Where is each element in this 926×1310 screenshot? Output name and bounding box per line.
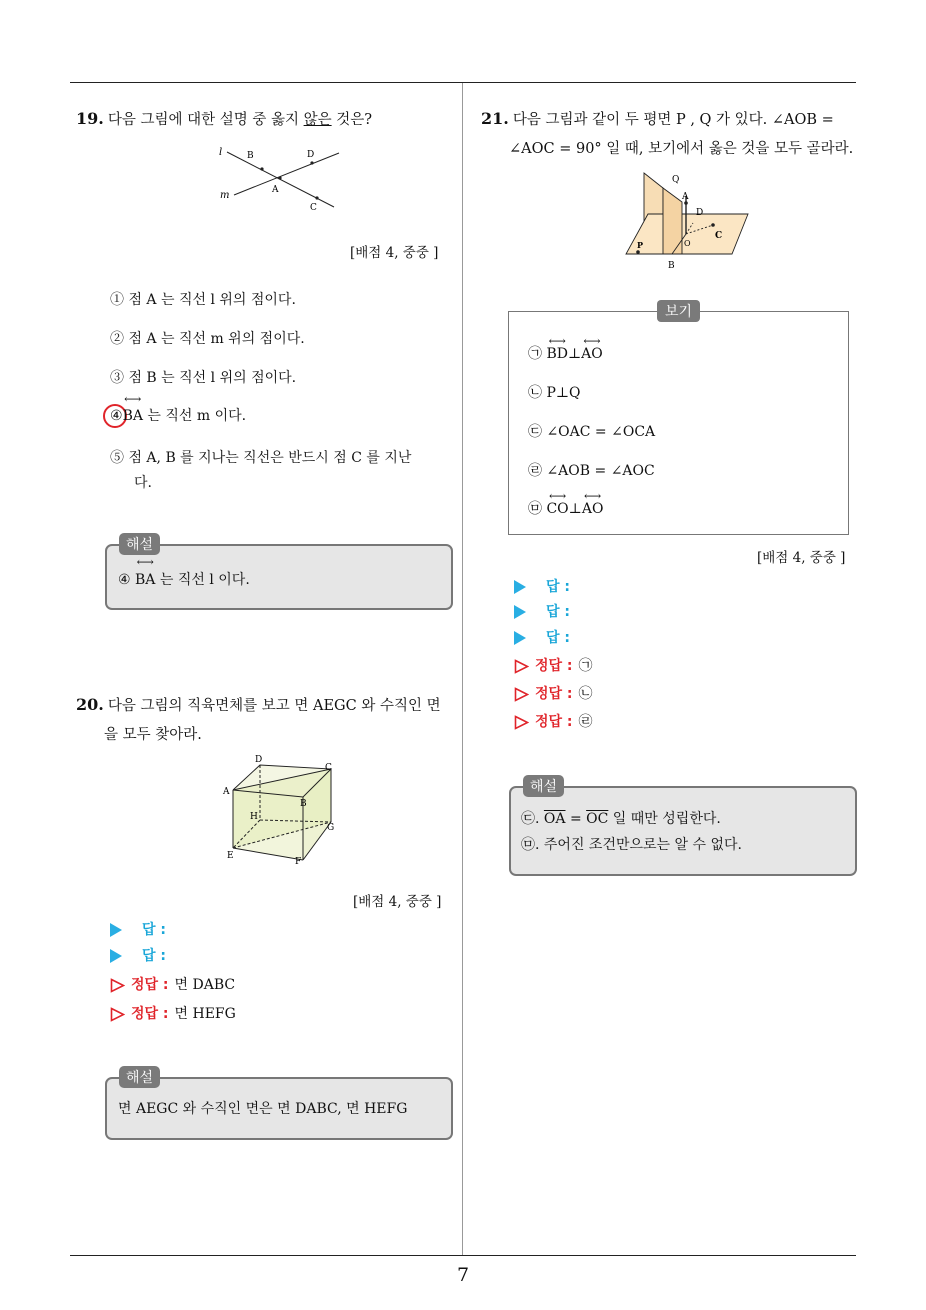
q21-score: [배점 4, 중중 ] xyxy=(757,550,846,566)
perp-symbol: ⊥ xyxy=(567,346,582,362)
label-a: A xyxy=(272,185,279,195)
q20-number: 20. xyxy=(76,695,104,714)
q21-number: 21. xyxy=(481,109,509,128)
option-number: ⑤ xyxy=(110,450,124,466)
q20-explanation-tag: 해설 xyxy=(119,1066,160,1088)
line-bd: ⟷ BD xyxy=(546,346,568,362)
q19-option-5 xyxy=(110,446,445,496)
bogi-item-4 xyxy=(528,460,655,480)
line-ao: ⟷ AO xyxy=(582,501,604,517)
label-q: Q xyxy=(672,175,680,185)
bogi-text: P⊥Q xyxy=(546,385,581,401)
expl-text: 는 직선 l 이다. xyxy=(155,572,250,588)
option-number: ② xyxy=(110,331,124,347)
q20-answer-blank-2 xyxy=(110,945,166,965)
option-number: ① xyxy=(110,292,124,308)
option-text: 는 직선 m 이다. xyxy=(142,408,247,424)
q20-correct-answer-1 xyxy=(110,974,235,994)
q19-question xyxy=(76,104,372,135)
option-text: 점 A, B 를 지나는 직선은 반드시 점 C 를 지난 xyxy=(128,450,412,466)
q19-option-3 xyxy=(110,366,296,391)
q19-text-after: 것은? xyxy=(331,112,373,128)
point-p xyxy=(636,250,640,254)
label-b: B xyxy=(247,151,254,161)
correct-label: 정답 : xyxy=(535,658,573,674)
correct-marker-icon xyxy=(514,715,529,730)
label-m: m xyxy=(220,190,230,201)
label-c: C xyxy=(325,763,332,773)
bogi-text: ∠AOB = ∠AOC xyxy=(546,463,655,479)
bogi-item-3 xyxy=(528,421,655,441)
q20-text-line1: 다음 그림의 직육면체를 보고 면 AEGC 와 수직인 면 xyxy=(107,698,441,714)
option-number: ③ xyxy=(110,370,124,386)
correct-label: 정답 : xyxy=(535,714,573,730)
answer-marker-icon xyxy=(514,605,526,619)
option-text: 점 A 는 직선 m 위의 점이다. xyxy=(128,331,305,347)
column-divider xyxy=(462,83,463,1255)
segment-oa: $\overline{OA}$ xyxy=(543,811,566,827)
q21-explanation-tag: 해설 xyxy=(523,775,564,797)
label-d: D xyxy=(255,755,263,765)
correct-value: ㉠ xyxy=(578,658,593,674)
q19-option-1 xyxy=(110,288,296,313)
q19-explanation xyxy=(118,567,250,593)
label-e: E xyxy=(227,851,234,861)
q21-correct-answer-2 xyxy=(514,683,593,703)
point-b xyxy=(260,167,263,170)
correct-value: ㉣ xyxy=(578,714,593,730)
answer-marker-icon xyxy=(110,923,122,937)
answer-marker-icon xyxy=(514,580,526,594)
correct-label: 정답 : xyxy=(535,686,573,702)
answer-marker-icon xyxy=(514,631,526,645)
q21-question xyxy=(481,104,866,164)
segment-oc: $\overline{OC}$ xyxy=(586,811,609,827)
correct-marker-icon xyxy=(110,978,125,993)
bottom-rule xyxy=(70,1255,856,1256)
answer-label: 답 : xyxy=(546,630,570,646)
q21-planes-figure xyxy=(618,168,778,273)
answer-label: 답 : xyxy=(142,948,166,964)
q19-option-2 xyxy=(110,327,305,352)
point-d xyxy=(310,161,313,164)
q21-correct-answer-1 xyxy=(514,655,593,675)
expl-number: ④ xyxy=(118,572,131,588)
q19-text-underlined: 않은 xyxy=(303,112,332,128)
bogi-number: ㉠ xyxy=(528,346,542,362)
answer-label: 답 : xyxy=(546,579,570,595)
bogi-number: ㉢ xyxy=(528,424,542,440)
correct-marker-icon xyxy=(514,659,529,674)
q20-score: [배점 4, 중중 ] xyxy=(353,894,442,910)
q21-correct-answer-3 xyxy=(514,711,593,731)
q19-text-before: 다음 그림에 대한 설명 중 옳지 xyxy=(107,112,304,128)
label-p: P xyxy=(637,240,644,250)
correct-label: 정답 : xyxy=(131,1006,169,1022)
option-text: 점 A 는 직선 l 위의 점이다. xyxy=(128,292,296,308)
label-c: C xyxy=(715,231,723,241)
q21-answer-blank-3 xyxy=(514,627,570,647)
page-number: 7 xyxy=(456,1264,470,1286)
q21-text-line1: 다음 그림과 같이 두 평면 P , Q 가 있다. ∠AOB = xyxy=(512,112,834,128)
label-f: F xyxy=(295,857,302,867)
q20-text-line2: 을 모두 찾아라. xyxy=(104,727,202,743)
q20-answer-blank-1 xyxy=(110,919,166,939)
ray-ba: ⟷ BA xyxy=(135,567,155,593)
bogi-item-1 xyxy=(528,343,603,363)
correct-value: 면 DABC xyxy=(174,977,236,993)
point-a xyxy=(278,176,281,179)
correct-label: 정답 : xyxy=(131,977,169,993)
correct-marker-icon xyxy=(514,687,529,702)
explanation-line-1 xyxy=(521,806,742,832)
correct-marker-icon xyxy=(110,1007,125,1022)
label-a: A xyxy=(223,787,230,797)
q21-explanation xyxy=(521,806,742,858)
explanation-line-2: ㉤. 주어진 조건만으로는 알 수 없다. xyxy=(521,837,742,853)
label-d: D xyxy=(696,208,704,218)
bogi-text: ∠OAC = ∠OCA xyxy=(546,424,656,440)
top-rule xyxy=(70,82,856,83)
line-ao: ⟷ AO xyxy=(581,346,603,362)
label-b: B xyxy=(668,261,675,271)
label-g: G xyxy=(327,823,335,833)
q21-answer-blank-2 xyxy=(514,601,570,621)
expl-text: 일 때만 성립한다. xyxy=(608,811,721,827)
bogi-number: ㉣ xyxy=(528,463,542,479)
line-co: ⟷ CO xyxy=(546,501,568,517)
label-d: D xyxy=(307,150,315,160)
q19-option-4 xyxy=(110,404,246,429)
label-c: C xyxy=(310,203,317,213)
perp-symbol: ⊥ xyxy=(568,501,582,517)
q19-explanation-tag: 해설 xyxy=(119,533,160,555)
option-text: 점 B 는 직선 l 위의 점이다. xyxy=(128,370,297,386)
bogi-item-2 xyxy=(528,382,581,402)
q19-number: 19. xyxy=(76,109,104,128)
option-number: ④ xyxy=(110,408,123,424)
q20-cuboid-figure xyxy=(218,752,340,867)
point-c xyxy=(315,196,318,199)
bogi-number: ㉡ xyxy=(528,385,542,401)
answer-marker-icon xyxy=(110,949,122,963)
label-a: A xyxy=(682,192,689,202)
label-o: O xyxy=(684,239,691,248)
ray-ba: ⟷ BA xyxy=(123,404,143,429)
bogi-item-5 xyxy=(528,498,603,518)
expl-number: ㉢. xyxy=(521,811,540,827)
q21-text-line2: ∠AOC = 90° 일 때, 보기에서 옳은 것을 모두 골라라. xyxy=(509,141,854,157)
answer-label: 답 : xyxy=(546,604,570,620)
point-c xyxy=(711,223,715,227)
q19-score: [배점 4, 중중 ] xyxy=(350,245,439,261)
q19-figure xyxy=(212,140,352,215)
label-h: H xyxy=(250,812,258,822)
bogi-number: ㉤ xyxy=(528,501,542,517)
answer-label: 답 : xyxy=(142,922,166,938)
q21-answer-blank-1 xyxy=(514,576,570,596)
bogi-tag: 보기 xyxy=(657,300,700,322)
q20-question xyxy=(76,690,461,750)
option-text-cont: 다. xyxy=(134,475,152,491)
q20-explanation: 면 AEGC 와 수직인 면은 면 DABC, 면 HEFG xyxy=(118,1101,408,1117)
equals-sign: = xyxy=(565,811,587,827)
label-l: l xyxy=(219,147,223,158)
label-b: B xyxy=(300,799,307,809)
correct-value: 면 HEFG xyxy=(174,1006,236,1022)
correct-value: ㉡ xyxy=(578,686,593,702)
q20-correct-answer-2 xyxy=(110,1003,236,1023)
